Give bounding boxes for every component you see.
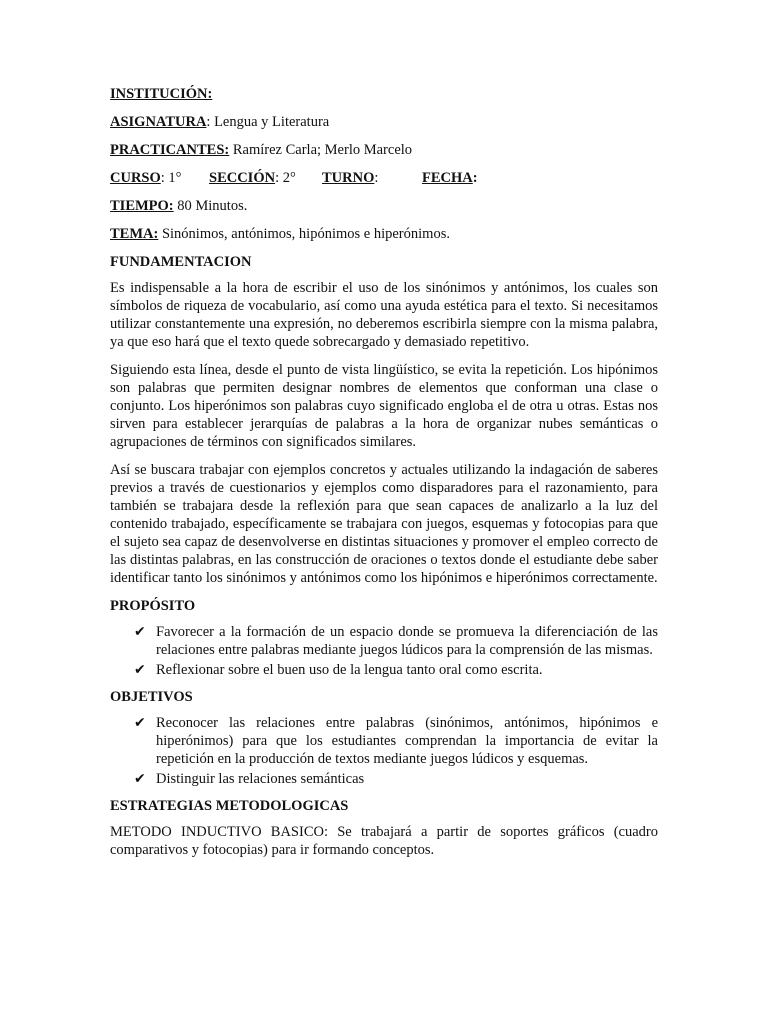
estrategias-heading: ESTRATEGIAS METODOLOGICAS [110,798,349,814]
objetivos-item-text: Reconocer las relaciones entre palabras (sinónimos, antónimos, hipónimos e hiperónimos) para que los estudiantes comprendan la importancia de evitar la repetición en la producción de textos mediante juegos lúdicos y esquemas. [156,715,658,767]
fecha-value: : [472,170,478,186]
tiempo-label: TIEMPO: [110,198,174,214]
practicantes-label: PRACTICANTES: [110,142,230,158]
objetivos-item-text: Distinguir las relaciones semánticas [156,771,365,787]
seccion-label: SECCIÓN [209,170,276,186]
seccion-value: : 2° [275,170,296,186]
asignatura-value: : Lengua y Literatura [206,114,330,130]
tema-value: Sinónimos, antónimos, hipónimos e hiperónimos. [158,226,450,242]
institucion-label: INSTITUCIÓN: [110,86,213,102]
fecha-label: FECHA [422,170,473,186]
turno-value: : [374,170,379,186]
check-icon: ✔ [134,624,146,640]
check-icon: ✔ [134,715,146,731]
proposito-item-text: Favorecer a la formación de un espacio donde se promueva la diferenciación de las relaciones entre palabras mediante juegos lúdicos para la comprensión de las mismas. [156,624,658,658]
proposito-list [110,623,658,679]
fundamentacion-paragraph-2: Siguiendo esta línea, desde el punto de vista lingüístico, se evita la repetición. Los hipónimos son palabras que permiten designar nombres de elementos que conforman una clase o conjunto. Los hiperónimos son palabras cuyo significado engloba el de otra u otras. Estas nos sirven para establecer jerarquías de palabras a la hora de organizar nubes semánticas o agrupaciones de términos con significados similares. [110,362,658,450]
asignatura-line [110,113,658,131]
tiempo-line [110,197,658,215]
fundamentacion-paragraph-3: Así se buscara trabajar con ejemplos concretos y actuales utilizando la indagación de saberes previos a través de cuestionarios y ejemplos como disparadores para el razonamiento, para también se trabajara desde la reflexión para que sean capaces de analizarlo a la luz del contenido trabajado, específicamente se trabajara con juegos, esquemas y fotocopias para que el sujeto sea capaz de desenvolverse en distintas situaciones y promover el empleo correcto de las distintas palabras, en las construcción de oraciones o textos donde el estudiante debe saber identificar tanto los sinónimos y antónimos como los hipónimos e hiperónimos correctamente. [110,462,658,586]
curso-line [110,169,658,187]
practicantes-line [110,141,658,159]
practicantes-value: Ramírez Carla; Merlo Marcelo [229,142,413,158]
list-item [110,770,658,788]
list-item [110,623,658,659]
tiempo-value: 80 Minutos. [173,198,248,214]
curso-label: CURSO [110,170,161,186]
curso-value: : 1° [160,170,182,186]
objetivos-list [110,714,658,788]
tema-line [110,225,658,243]
proposito-item-text: Reflexionar sobre el buen uso de la lengua tanto oral como escrita. [156,662,543,678]
check-icon: ✔ [134,771,146,787]
turno-label: TURNO [322,170,375,186]
list-item [110,714,658,768]
institucion-line [110,85,658,103]
asignatura-label: ASIGNATURA [110,114,207,130]
fundamentacion-paragraph-1: Es indispensable a la hora de escribir el uso de los sinónimos y antónimos, los cuales son símbolos de riqueza de vocabulario, así como una ayuda estética para el texto. Si necesitamos utilizar constantemente una expresión, no deberemos escribirla siempre con la misma palabra, ya que eso hará que el texto quede sobrecargado y demasiado repetitivo. [110,280,658,350]
document-content [110,85,658,869]
fundamentacion-heading: FUNDAMENTACION [110,254,252,270]
check-icon: ✔ [134,662,146,678]
tema-label: TEMA: [110,226,159,242]
objetivos-heading: OBJETIVOS [110,689,193,705]
proposito-heading: PROPÓSITO [110,598,196,614]
list-item [110,661,658,679]
estrategias-paragraph: METODO INDUCTIVO BASICO: Se trabajará a partir de soportes gráficos (cuadro comparativos y fotocopias) para ir formando conceptos. [110,824,658,858]
